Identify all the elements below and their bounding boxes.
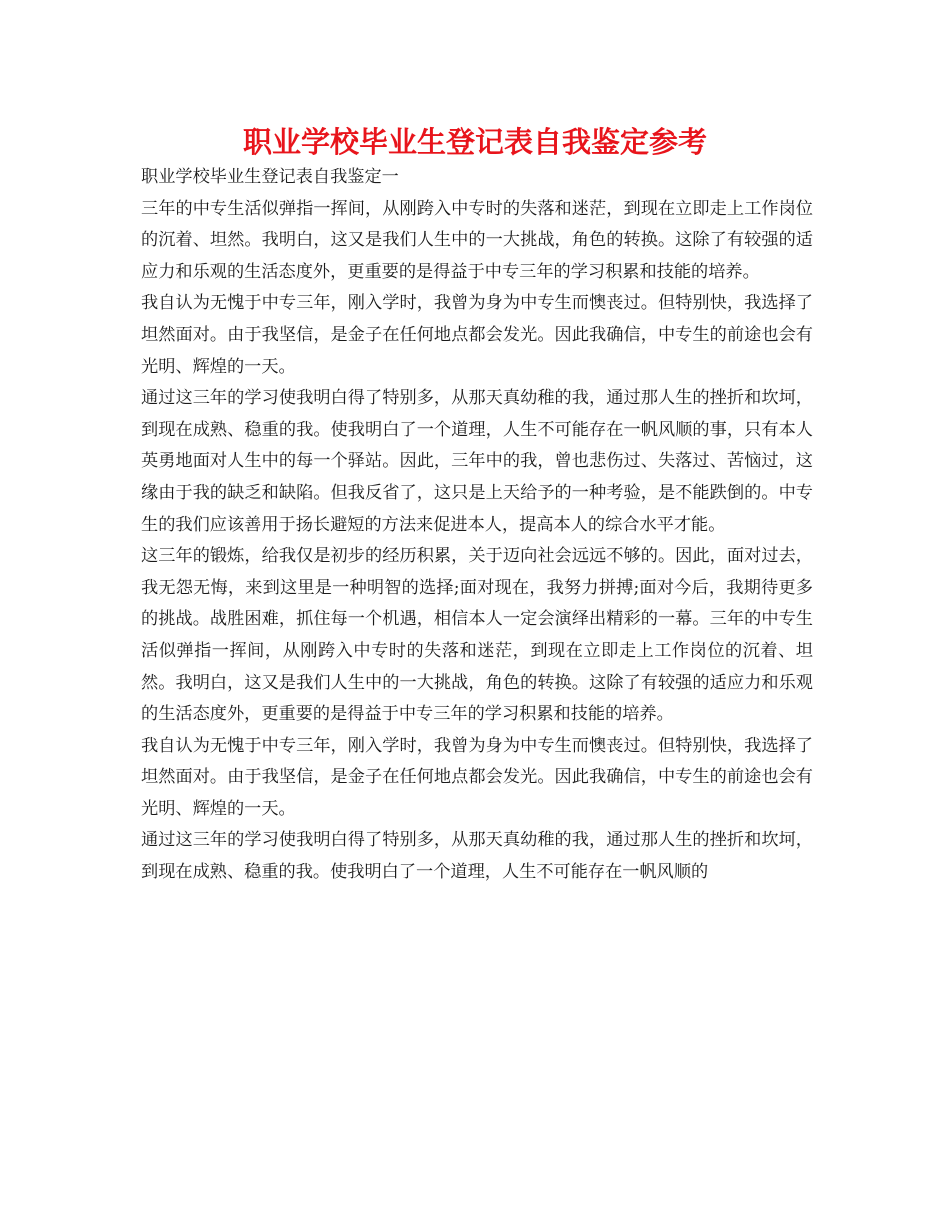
paragraph: 我自认为无愧于中专三年，刚入学时，我曾为身为中专生而懊丧过。但特别快，我选择了坦然面对。由于我坚信，是金子在任何地点都会发光。因此我确信，中专生的前途也会有光明、辉煌的一天。 xyxy=(141,735,813,819)
document-title: 职业学校毕业生登记表自我鉴定参考 xyxy=(242,125,707,159)
document-body xyxy=(141,162,813,889)
paragraph: 三年的中专生活似弹指一挥间，从刚跨入中专时的失落和迷茫，到现在立即走上工作岗位的沉着、坦然。我明白，这又是我们人生中的一大挑战，角色的转换。这除了有较强的适应力和乐观的生活态度外，更重要的是得益于中专三年的学习积累和技能的培养。 xyxy=(141,198,813,282)
paragraph: 我自认为无愧于中专三年，刚入学时，我曾为身为中专生而懊丧过。但特别快，我选择了坦然面对。由于我坚信，是金子在任何地点都会发光。因此我确信，中专生的前途也会有光明、辉煌的一天。 xyxy=(141,293,813,377)
paragraph: 这三年的锻炼，给我仅是初步的经历积累，关于迈向社会远远不够的。因此，面对过去，我无怨无悔，来到这里是一种明智的选择;面对现在，我努力拼搏;面对今后，我期待更多的挑战。战胜困难，抓住每一个机遇，相信本人一定会演绎出精彩的一幕。三年的中专生活似弹指一挥间，从刚跨入中专时的失落和迷茫，到现在立即走上工作岗位的沉着、坦然。我明白，这又是我们人生中的一大挑战，角色的转换。这除了有较强的适应力和乐观的生活态度外，更重要的是得益于中专三年的学习积累和技能的培养。 xyxy=(141,546,813,725)
paragraph: 通过这三年的学习使我明白得了特别多，从那天真幼稚的我，通过那人生的挫折和坎坷，到现在成熟、稳重的我。使我明白了一个道理，人生不可能存在一帆风顺的事，只有本人英勇地面对人生中的每一个驿站。因此，三年中的我，曾也悲伤过、失落过、苦恼过，这缘由于我的缺乏和缺陷。但我反省了，这只是上天给予的一种考验，是不能跌倒的。中专生的我们应该善用于扬长避短的方法来促进本人，提高本人的综合水平才能。 xyxy=(141,388,813,535)
paragraph: 通过这三年的学习使我明白得了特别多，从那天真幼稚的我，通过那人生的挫折和坎坷，到现在成熟、稳重的我。使我明白了一个道理，人生不可能存在一帆风顺的 xyxy=(141,830,813,883)
section-heading: 职业学校毕业生登记表自我鉴定一 xyxy=(141,167,399,187)
